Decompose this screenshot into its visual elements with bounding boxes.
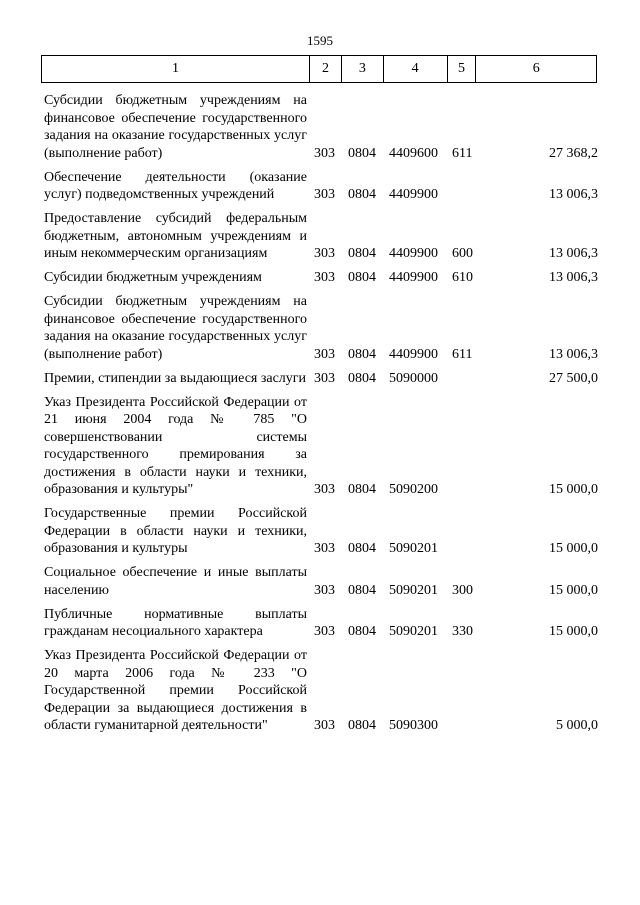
header-col-4: 4 — [384, 56, 448, 82]
row-name: Субсидии бюджетным учреждениям на финансовое обеспечение государственного задания на оказание государственных услуг (выполнение работ) — [44, 93, 307, 161]
row-col-4: 5090200 — [389, 482, 438, 497]
row-col-4: 4409900 — [389, 187, 438, 202]
row-col-4: 4409900 — [389, 346, 438, 362]
row-col-4: 4409900 — [389, 270, 438, 285]
row-col-6: 13 006,3 — [549, 346, 598, 362]
row-col-6: 15 000,0 — [549, 482, 598, 497]
row-col-2: 303 — [314, 624, 335, 639]
page-number: 1595 — [307, 33, 333, 48]
row-col-6: 15 000,0 — [549, 624, 598, 639]
row-col-4: 5090300 — [389, 718, 438, 733]
row-col-2: 303 — [314, 541, 335, 556]
row-col-6: 5 000,0 — [556, 718, 598, 733]
table-row — [44, 269, 598, 287]
row-col-5: 611 — [452, 346, 473, 362]
row-name: Указ Президента Российской Федерации от 21 июня 2004 года № 785 "О совершенствовании системы государственного премирования за достижения в области науки и техники, образования и культуры" — [44, 394, 307, 497]
row-name: Обеспечение деятельности (оказание услуг) подведомственных учреждений — [44, 169, 307, 202]
row-col-3: 0804 — [348, 582, 376, 598]
row-col-4: 5090201 — [389, 541, 438, 556]
row-col-3: 0804 — [348, 370, 376, 386]
table-row — [44, 210, 598, 263]
row-col-5: 600 — [452, 246, 473, 261]
row-col-5: 300 — [452, 582, 473, 598]
row-name: Государственные премии Российской Федерации в области науки и техники, образования и культуры — [44, 506, 307, 556]
table-row — [44, 606, 598, 641]
row-col-3: 0804 — [348, 346, 376, 362]
row-col-3: 0804 — [348, 482, 376, 497]
row-col-2: 303 — [314, 582, 335, 598]
row-col-4: 5090201 — [389, 624, 438, 639]
row-col-4: 4409900 — [389, 246, 438, 261]
row-col-6: 13 006,3 — [549, 246, 598, 261]
row-col-4: 5090201 — [389, 582, 438, 598]
row-name: Премии, стипендии за выдающиеся заслуги — [44, 370, 307, 386]
row-col-6: 27 368,2 — [549, 145, 598, 161]
row-col-2: 303 — [314, 246, 335, 261]
row-name: Субсидии бюджетным учреждениям — [44, 270, 262, 285]
table-row — [44, 394, 598, 499]
row-col-4: 4409600 — [389, 145, 438, 161]
row-col-3: 0804 — [348, 270, 376, 285]
table-row — [44, 169, 598, 204]
row-name: Предоставление субсидий федеральным бюджетным, автономным учреждениям и иным некоммерческим организациям — [44, 211, 307, 261]
table-row — [44, 92, 598, 162]
row-col-4: 5090000 — [389, 370, 438, 386]
header-col-5: 5 — [448, 56, 477, 82]
table-body — [44, 92, 598, 741]
row-col-3: 0804 — [348, 718, 376, 733]
row-name: Социальное обеспечение и иные выплаты населению — [44, 565, 307, 598]
row-col-2: 303 — [314, 370, 335, 386]
table-row — [44, 647, 598, 735]
row-col-2: 303 — [314, 270, 335, 285]
header-col-3: 3 — [342, 56, 384, 82]
row-col-6: 15 000,0 — [549, 541, 598, 556]
row-col-5: 611 — [452, 145, 473, 161]
row-col-6: 13 006,3 — [549, 187, 598, 202]
table-row — [44, 505, 598, 558]
row-col-3: 0804 — [348, 541, 376, 556]
row-col-3: 0804 — [348, 187, 376, 202]
table-row — [44, 293, 598, 363]
row-name: Субсидии бюджетным учреждениям на финансовое обеспечение государственного задания на оказание государственных услуг (выполнение работ) — [44, 294, 307, 362]
row-col-5: 330 — [452, 624, 473, 639]
table-row — [44, 370, 598, 388]
table-header — [41, 55, 597, 83]
row-col-2: 303 — [314, 145, 335, 161]
row-col-2: 303 — [314, 718, 335, 733]
row-name: Публичные нормативные выплаты гражданам несоциального характера — [44, 606, 307, 639]
row-col-6: 13 006,3 — [549, 270, 598, 285]
row-col-2: 303 — [314, 187, 335, 202]
header-col-2: 2 — [310, 56, 342, 82]
row-col-3: 0804 — [348, 246, 376, 261]
table-row — [44, 564, 598, 599]
row-name: Указ Президента Российской Федерации от 20 марта 2006 года № 233 "О Государственной премии Российской Федерации за выдающиеся достижения в области гуманитарной деятельности" — [44, 648, 307, 733]
header-col-1: 1 — [42, 56, 310, 82]
row-col-6: 15 000,0 — [549, 582, 598, 598]
header-col-6: 6 — [532, 61, 540, 76]
row-col-3: 0804 — [348, 145, 376, 161]
row-col-2: 303 — [314, 346, 335, 362]
row-col-5: 610 — [452, 270, 473, 285]
row-col-6: 27 500,0 — [549, 370, 598, 386]
row-col-3: 0804 — [348, 624, 376, 639]
row-col-2: 303 — [314, 482, 335, 497]
